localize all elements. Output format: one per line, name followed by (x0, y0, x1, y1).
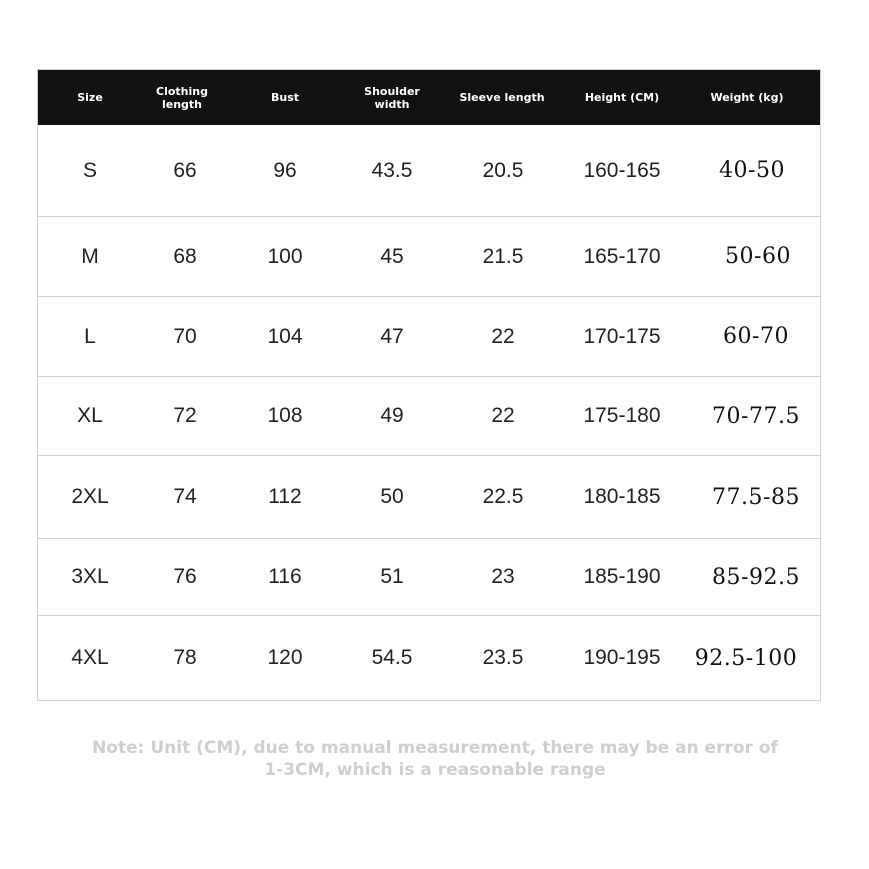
cell-shoulder-width: 43.5 (371, 158, 413, 182)
cell-height: 185-190 (583, 565, 661, 588)
cell-bust: 96 (273, 158, 297, 182)
cell-weight: 85-92.5 (712, 564, 800, 590)
cell-shoulder-width: 45 (380, 244, 404, 268)
cell-weight: 77.5-85 (712, 484, 800, 510)
cell-shoulder-width: 47 (380, 324, 404, 348)
cell-clothing-length: 70 (173, 324, 197, 348)
cell-bust: 112 (268, 485, 302, 508)
cell-sleeve-length: 22 (491, 324, 515, 348)
cell-size: 3XL (71, 565, 109, 588)
cell-clothing-length: 76 (173, 565, 197, 588)
cell-shoulder-width: 54.5 (371, 646, 413, 669)
table-row (38, 538, 820, 615)
cell-clothing-length: 74 (173, 485, 197, 508)
header-bust: Bust (270, 91, 300, 104)
table-header (38, 70, 820, 125)
cell-size: S (82, 158, 97, 182)
cell-clothing-length: 68 (173, 244, 197, 268)
cell-sleeve-length: 21.5 (482, 244, 524, 268)
cell-height: 180-185 (583, 485, 661, 508)
cell-clothing-length: 72 (173, 404, 197, 427)
cell-sleeve-length: 23.5 (482, 646, 524, 669)
table-row (38, 376, 820, 455)
cell-height: 190-195 (583, 646, 661, 669)
cell-sleeve-length: 22.5 (482, 485, 524, 508)
header-sleeve-length: Sleeve length (459, 91, 545, 104)
cell-bust: 120 (267, 646, 303, 669)
cell-clothing-length: 78 (173, 646, 197, 669)
cell-size: L (84, 324, 96, 348)
cell-clothing-length: 66 (173, 158, 197, 182)
cell-sleeve-length: 20.5 (482, 158, 524, 182)
table-row (38, 216, 820, 296)
cell-shoulder-width: 49 (380, 404, 404, 427)
header-shoulder-width: Shoulder width (364, 84, 420, 111)
table-row (38, 125, 820, 216)
cell-bust: 116 (268, 565, 302, 588)
size-chart (37, 69, 821, 701)
header-height: Height (CM) (584, 91, 660, 104)
cell-weight: 50-60 (725, 244, 791, 269)
cell-weight: 92.5-100 (694, 645, 798, 671)
cell-size: 2XL (71, 485, 109, 508)
cell-bust: 100 (267, 244, 303, 268)
cell-height: 170-175 (583, 324, 661, 348)
measurement-note (90, 737, 780, 781)
note-line-2: 1-3CM, which is a reasonable range (264, 760, 606, 780)
cell-height: 160-165 (583, 158, 661, 182)
cell-size: XL (77, 404, 103, 427)
table-row (38, 615, 820, 700)
cell-weight: 60-70 (723, 324, 789, 349)
cell-shoulder-width: 50 (380, 485, 404, 508)
cell-shoulder-width: 51 (380, 565, 404, 588)
cell-height: 165-170 (583, 244, 661, 268)
cell-weight: 70-77.5 (712, 403, 800, 429)
cell-bust: 108 (267, 404, 303, 427)
header-clothing-length: Clothing length (156, 84, 208, 111)
note-line-1: Note: Unit (CM), due to manual measurement, there may be an error of (92, 738, 778, 758)
cell-sleeve-length: 22 (491, 404, 515, 427)
table-row (38, 455, 820, 538)
header-weight: Weight (kg) (710, 91, 784, 104)
cell-sleeve-length: 23 (491, 565, 515, 588)
cell-height: 175-180 (583, 404, 661, 427)
cell-size: 4XL (71, 646, 109, 669)
header-size: Size (77, 91, 103, 104)
cell-weight: 40-50 (719, 158, 785, 183)
cell-size: M (81, 244, 99, 268)
cell-bust: 104 (267, 324, 303, 348)
table-row (38, 296, 820, 376)
